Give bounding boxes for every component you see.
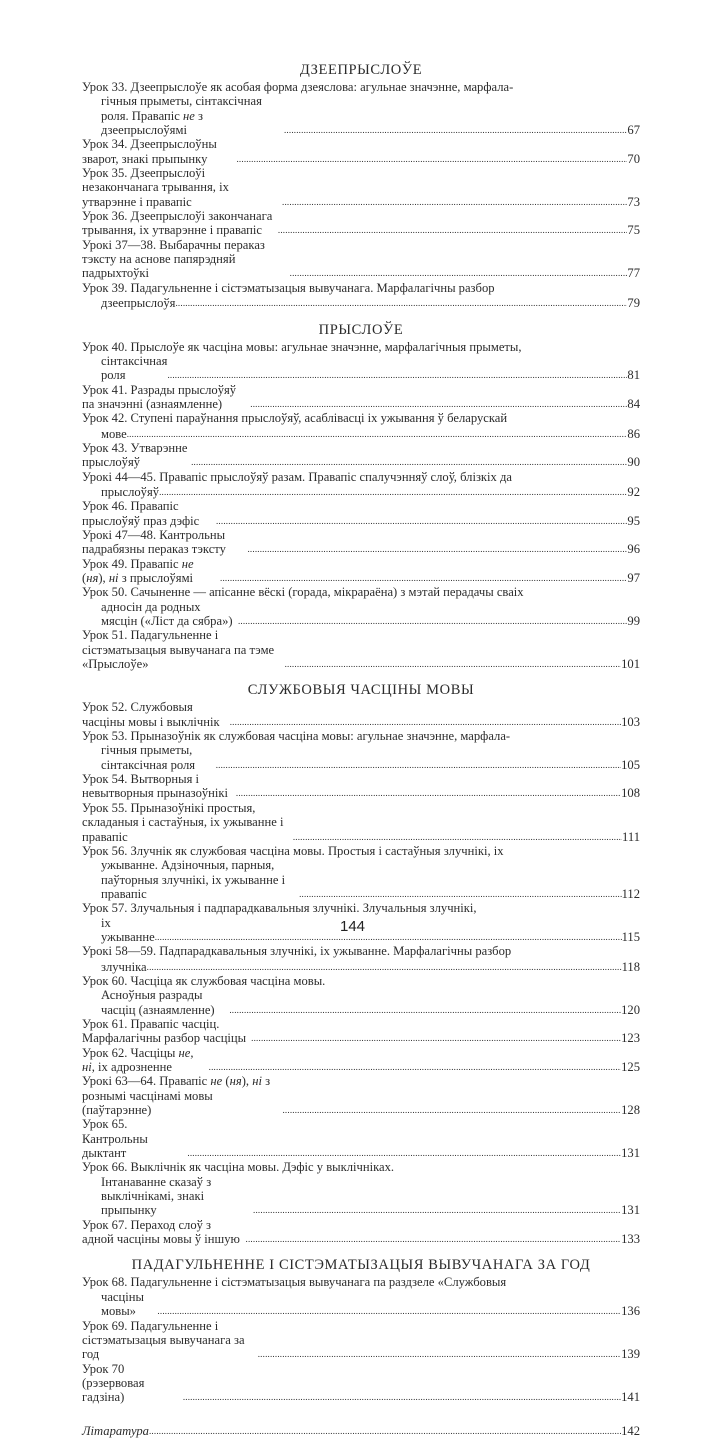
entry-title: [82, 166, 282, 209]
toc-entry[interactable]: [82, 137, 640, 166]
page-ref: 120: [621, 1002, 640, 1017]
page-ref: 105: [621, 757, 640, 772]
entry-text: Інтанаванне сказаў з выклічнікамі, знакі прыпынку: [101, 1174, 212, 1218]
italic-term: не: [181, 556, 194, 571]
entry-title: [82, 1046, 209, 1075]
entry-text: ),: [98, 571, 109, 585]
entry-last-line: [82, 1319, 640, 1362]
entry-text: ужыванне. Адзіночныя, парныя, паўторныя злучнікі, іх ужыванне і правапіс: [101, 858, 286, 901]
page-ref: 92: [627, 484, 640, 499]
toc-entry[interactable]: [82, 1160, 640, 1217]
page-ref: 118: [621, 959, 640, 974]
section-heading: ДЗЕЕПРЫСЛОЎЕ: [299, 62, 423, 78]
entry-last-line: [82, 383, 640, 412]
page-ref: 97: [627, 571, 640, 585]
dot-leader: [220, 570, 627, 585]
entry-last-line: [82, 426, 640, 441]
entry-title: [82, 628, 285, 671]
entry-title: [101, 94, 284, 137]
dot-leader: [290, 265, 628, 280]
dot-leader: [258, 1346, 621, 1361]
dot-leader: [284, 122, 627, 137]
entry-line: Урок 39. Падагульненне і сістэматызацыя вывучанага. Марфалагічны разбор: [82, 280, 495, 295]
entry-text: Урокі 63—64. Правапіс: [82, 1074, 211, 1089]
dot-leader: [293, 829, 622, 844]
toc-entry[interactable]: [82, 1046, 640, 1075]
page-ref: 81: [627, 368, 640, 383]
entry-text: злучніка: [101, 959, 147, 974]
entry-text: Урок 46. Правапіс прыслоўяў праз дэфіс: [82, 499, 200, 528]
dot-leader: [230, 714, 621, 729]
toc-entry[interactable]: [82, 281, 640, 311]
entry-last-line: [82, 484, 640, 499]
page-ref: 131: [621, 1146, 640, 1161]
toc-entry[interactable]: [82, 700, 640, 729]
entry-text: мове: [101, 426, 127, 441]
page-ref: 125: [621, 1060, 640, 1074]
entry-last-line: [82, 1175, 640, 1218]
page-ref: 142: [621, 1423, 640, 1438]
entry-text: Урок 55. Прыназоўнікі простыя, складаныя і састаўныя, іх ужыванне і правапіс: [82, 800, 284, 844]
page-ref: 136: [621, 1304, 640, 1319]
page-ref: 123: [621, 1031, 640, 1046]
entry-last-line: [82, 238, 640, 281]
entry-text: прыслоўяў: [101, 484, 160, 499]
entry-title: [101, 485, 159, 499]
toc-entry[interactable]: [82, 80, 640, 137]
entry-line: Урок 42. Ступені параўнання прыслоўяў, асаблівасці іх ужывання ў беларускай: [82, 411, 508, 426]
entry-text: Урок 35. Дзеепрыслоўі незакончанага трывання, іх утварэнне і правапіс: [82, 166, 229, 209]
toc-entry[interactable]: [82, 1275, 640, 1318]
page-ref: 79: [627, 296, 640, 311]
dot-leader: [147, 959, 622, 974]
toc-entry[interactable]: [82, 340, 640, 383]
entry-line: Урок 40. Прыслоўе як часціна мовы: агульнае значэнне, марфалагічныя прыметы,: [82, 339, 522, 354]
dot-leader: [167, 367, 627, 382]
entry-text: Урокі 47—48. Кантрольны падрабязны пераказ тэксту: [82, 527, 226, 557]
dot-leader: [187, 1145, 621, 1160]
italic-term: не: [182, 108, 195, 123]
dot-leader: [216, 757, 621, 772]
literature-label: Літаратура: [82, 1423, 149, 1438]
page-ref: 128: [621, 1103, 640, 1118]
toc-entry[interactable]: [82, 1319, 640, 1362]
toc-entry[interactable]: [82, 528, 640, 557]
entry-last-line: [82, 700, 640, 729]
toc-entry[interactable]: [82, 628, 640, 671]
entry-title: [82, 801, 293, 844]
entry-last-line: [82, 94, 640, 137]
entry-last-line: [82, 801, 640, 844]
entry-text: , іх адрозненне: [91, 1060, 172, 1074]
entry-text: гічныя прыметы, сінтаксічная роля. Правапіс: [101, 94, 262, 123]
dot-leader: [285, 656, 622, 671]
section-heading: ПРЫСЛОЎЕ: [318, 321, 404, 338]
dot-leader: [229, 1002, 621, 1017]
entry-last-line: [82, 209, 640, 238]
dot-leader: [247, 541, 627, 556]
entry-last-line: [82, 959, 640, 974]
entry-text: ),: [241, 1074, 253, 1089]
toc-entry[interactable]: [82, 974, 640, 1017]
entry-title: [82, 137, 236, 166]
entry-last-line: [82, 1046, 640, 1075]
italic-term: ня: [229, 1074, 242, 1089]
dot-leader: [157, 1303, 621, 1318]
entry-last-line: [82, 743, 640, 772]
page-ref: 108: [621, 786, 640, 801]
entry-text: з дзеепрыслоўямі: [101, 108, 203, 138]
entry-text: адносін да родных мясцін («Ліст да сябра»): [101, 599, 233, 629]
entry-text: часціны мовы»: [101, 1289, 144, 1319]
dot-leader: [216, 513, 627, 528]
dot-leader: [282, 194, 627, 209]
entry-title: [82, 1074, 282, 1117]
entry-text: Урок 70 (рэзервовая гадзіна): [82, 1361, 145, 1405]
dot-leader: [127, 426, 628, 441]
entry-text: іх ужыванне: [101, 915, 155, 944]
dot-leader: [278, 222, 628, 237]
entry-title: [82, 383, 250, 412]
toc-entry[interactable]: [82, 585, 640, 628]
toc-section: [82, 62, 640, 311]
entry-last-line: [82, 1074, 640, 1117]
entry-title: [82, 1017, 251, 1046]
entry-line: Урок 50. Сачыненне — апісанне вёскі (горада, мікрараёна) з мэтай перадачы сваіх: [82, 585, 524, 600]
entry-text: гічныя прыметы, сінтаксічная роля: [101, 743, 196, 772]
entry-title: [82, 557, 220, 586]
entry-title: [101, 296, 175, 310]
italic-term: ня: [86, 571, 99, 585]
section-spacer: [82, 1405, 640, 1423]
dot-leader: [246, 1231, 622, 1246]
toc-entry[interactable]: [82, 729, 640, 772]
entry-text: Урок 51. Падагульненне і сістэматызацыя вывучанага па тэме «Прыслоўе»: [82, 628, 275, 672]
entry-line: Урок 57. Злучальныя і падпарадкавальныя злучнікі. Злучальныя злучнікі,: [82, 901, 477, 916]
entry-text: Урок 34. Дзеепрыслоўны зварот, знакі прыпынку: [82, 137, 217, 166]
entry-text: (: [82, 571, 87, 585]
entry-last-line: [82, 1017, 640, 1046]
entry-last-line: [82, 166, 640, 209]
section-spacer: [82, 671, 640, 682]
page-ref: 86: [627, 426, 640, 441]
entry-title: [82, 528, 247, 557]
entry-title: [82, 209, 278, 238]
section-spacer: [82, 311, 640, 322]
toc-section: [82, 682, 640, 1246]
entry-text: Урок 36. Дзеепрыслоўі закончанага трывання, іх утварэнне і правапіс: [82, 209, 273, 238]
toc-entry[interactable]: [82, 209, 640, 238]
entry-last-line: [82, 858, 640, 901]
toc-entry[interactable]: [82, 383, 640, 412]
dot-leader: [238, 613, 627, 628]
page-ref: 67: [627, 123, 640, 138]
entry-last-line: [82, 354, 640, 383]
page-ref: 141: [621, 1390, 640, 1405]
page-ref: 99: [627, 614, 640, 629]
page-ref: 73: [627, 194, 640, 209]
dot-leader: [236, 785, 621, 800]
dot-leader: [159, 484, 627, 499]
entry-title: [101, 1175, 253, 1218]
entry-last-line: [82, 600, 640, 629]
entry-title: [82, 1117, 187, 1160]
entry-text: з прыслоўямі: [118, 571, 194, 585]
toc-entry[interactable]: [82, 1017, 640, 1046]
toc-entry[interactable]: [82, 557, 640, 586]
toc-entry[interactable]: [82, 1218, 640, 1247]
toc-entry[interactable]: [82, 801, 640, 844]
entry-text: дзеепрыслоўя: [101, 296, 176, 311]
entry-last-line: [82, 1218, 640, 1247]
page-ref: 84: [627, 396, 640, 411]
page-ref: 133: [621, 1232, 640, 1247]
toc-entry[interactable]: [82, 1362, 640, 1405]
entry-title: [101, 427, 127, 441]
dot-leader: [253, 1202, 621, 1217]
entry-last-line: [82, 628, 640, 671]
toc-entry[interactable]: [82, 470, 640, 500]
dot-leader: [175, 295, 627, 310]
entry-title: [82, 772, 236, 801]
entry-text: Урок 49. Правапіс: [82, 556, 182, 571]
entry-last-line: [82, 557, 640, 586]
toc-entry[interactable]: [82, 844, 640, 901]
toc-entry[interactable]: [82, 441, 640, 470]
dot-leader: [183, 1389, 621, 1404]
entry-text: Урок 69. Падагульненне і сістэматызацыя вывучанага за год: [82, 1318, 245, 1362]
toc-entry[interactable]: [82, 772, 640, 801]
toc-section: [82, 322, 640, 672]
dot-leader: [251, 1030, 621, 1045]
toc-section: [82, 1257, 640, 1404]
entry-text: Урок 67. Пераход слоў з адной часціны мовы ў іншую: [82, 1217, 240, 1247]
literature-entry[interactable]: [82, 1423, 640, 1438]
entry-text: Урок 62. Часціцы: [82, 1045, 179, 1060]
entry-title: [82, 499, 216, 528]
entry-text: Урок 52. Службовыя часціны мовы і выклічнік: [82, 700, 220, 729]
entry-last-line: [82, 1362, 640, 1405]
entry-last-line: [82, 1290, 640, 1319]
section-spacer: [82, 1246, 640, 1257]
entry-line: Урокі 44—45. Правапіс прыслоўяў разам. Правапіс спалучэнняў слоў, блізкіх да: [82, 469, 512, 484]
page-ref: 115: [621, 929, 640, 944]
italic-term: не, ні: [82, 1045, 194, 1074]
toc-entry[interactable]: [82, 238, 640, 281]
entry-title: [82, 441, 191, 470]
entry-title: [101, 858, 299, 901]
page-ref: 111: [622, 829, 640, 844]
toc-entry[interactable]: [82, 166, 640, 209]
entry-text: Урокі 37—38. Выбарачны пераказ тэксту на аснове папярэдняй падрыхтоўкі: [82, 237, 265, 281]
table-of-contents: [82, 62, 640, 1438]
dot-leader: [236, 151, 627, 166]
dot-leader: [299, 886, 622, 901]
entry-last-line: [82, 441, 640, 470]
entry-title: [101, 988, 229, 1017]
entry-text: Урок 65. Кантрольны дыктант: [82, 1117, 148, 1161]
entry-text: Урок 54. Вытворныя і невытворныя прыназоўнікі: [82, 772, 229, 801]
entry-text: з рознымі часцінамі мовы (паўтарэнне): [82, 1074, 271, 1118]
entry-last-line: [82, 772, 640, 801]
entry-last-line: [82, 295, 640, 310]
page-ref: 112: [621, 886, 640, 901]
entry-title: [101, 354, 167, 383]
dot-leader: [149, 1423, 621, 1438]
entry-title: [101, 600, 238, 629]
entry-line: Урок 68. Падагульненне і сістэматызацыя вывучанага па раздзеле «Службовыя: [82, 1275, 507, 1290]
toc-entry[interactable]: [82, 411, 640, 441]
dot-leader: [282, 1102, 621, 1117]
page-ref: 90: [627, 455, 640, 470]
entry-title: [101, 743, 216, 772]
page-ref: 131: [621, 1203, 640, 1218]
entry-title: [82, 1362, 183, 1405]
entry-title: [101, 960, 147, 974]
entry-last-line: [82, 528, 640, 557]
page-ref: 77: [627, 266, 640, 281]
entry-line: Урок 53. Прыназоўнік як службовая часціна мовы: агульнае значэнне, марфала-: [82, 729, 511, 744]
toc-entry[interactable]: [82, 1074, 640, 1117]
entry-text: Урок 61. Правапіс часціц. Марфалагічны разбор часціцы: [82, 1016, 247, 1046]
entry-line: Урок 60. Часціца як службовая часціна мовы.: [82, 973, 326, 988]
dot-leader: [209, 1059, 621, 1074]
entry-last-line: [82, 1117, 640, 1160]
page-ref: 96: [627, 542, 640, 557]
toc-entry[interactable]: [82, 944, 640, 974]
dot-leader: [250, 396, 627, 411]
entry-line: Урокі 58—59. Падпарадкавальныя злучнікі, іх ужыванне. Марфалагічны разбор: [82, 944, 512, 959]
page-ref: 139: [621, 1347, 640, 1362]
italic-term: ні: [108, 571, 119, 585]
entry-line: Урок 33. Дзеепрыслоўе як асобая форма дзеяслова: агульнае значэнне, марфала-: [82, 80, 514, 94]
entry-last-line: [82, 137, 640, 166]
page-ref: 101: [621, 657, 640, 672]
toc-entry[interactable]: [82, 1117, 640, 1160]
entry-title: [82, 238, 290, 281]
entry-last-line: [82, 988, 640, 1017]
page-ref: 70: [627, 151, 640, 166]
dot-leader: [191, 454, 627, 469]
entry-title: [82, 1319, 258, 1362]
page-ref: 75: [627, 223, 640, 238]
toc-entry[interactable]: [82, 499, 640, 528]
page-ref: 95: [627, 513, 640, 528]
italic-term: не: [210, 1074, 223, 1089]
entry-text: (: [222, 1074, 230, 1089]
entry-line: Урок 66. Выклічнік як часціна мовы. Дэфіс у выклічніках.: [82, 1160, 395, 1175]
entry-title: [82, 700, 230, 729]
entry-title: [101, 1290, 157, 1319]
entry-last-line: [82, 499, 640, 528]
entry-line: Урок 56. Злучнік як службовая часціна мовы. Простыя і састаўныя злучнікі, іх: [82, 843, 504, 858]
italic-term: ні: [252, 1074, 262, 1089]
section-heading: СЛУЖБОВЫЯ ЧАСЦІНЫ МОВЫ: [247, 682, 475, 699]
entry-text: Урок 43. Утварэнне прыслоўяў: [82, 440, 188, 470]
entry-text: сінтаксічная роля: [101, 353, 168, 383]
entry-text: Урок 41. Разрады прыслоўяў па значэнні (азнаямленне): [82, 382, 237, 411]
entry-title: [82, 1218, 246, 1247]
section-heading: ПАДАГУЛЬНЕННЕ І СІСТЭМАТЫЗАЦЫЯ ВЫВУЧАНАГА ЗА ГОД: [131, 1257, 591, 1274]
page-ref: 103: [621, 714, 640, 729]
page-number: 144: [339, 918, 366, 935]
entry-text: Асноўныя разрады часціц (азнаямленне): [101, 988, 215, 1017]
